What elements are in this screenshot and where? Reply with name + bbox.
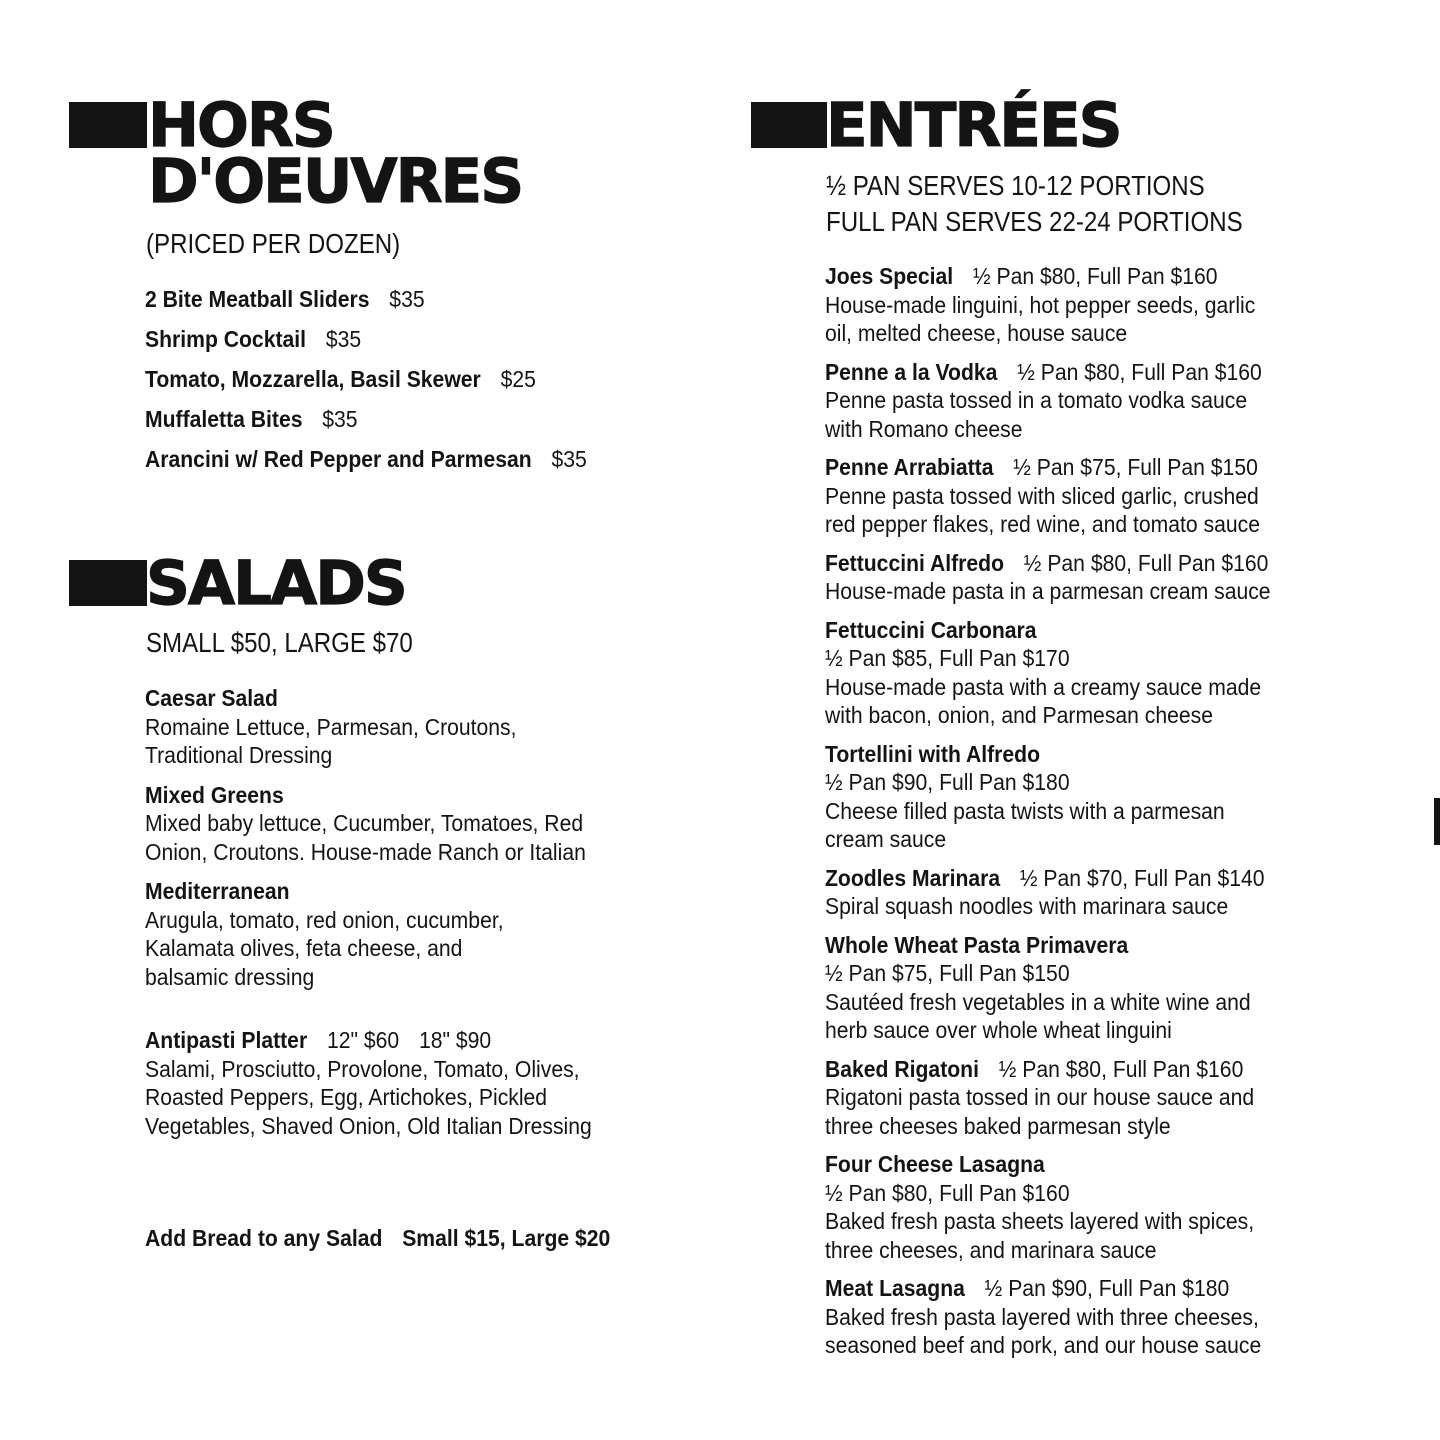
hors-item-price: $35 [551,446,587,472]
entree-item [825,358,1271,444]
bread-note [145,1224,662,1253]
entree-price: ½ Pan $90, Full Pan $180 [825,769,1070,795]
entree-desc: Baked fresh pasta layered with three cheeses, [825,1303,1259,1330]
entree-desc: House-made linguini, hot pepper seeds, garlic [825,291,1256,318]
hors-title [148,90,523,217]
entree-name: Fettuccini Alfredo [825,549,1005,576]
hors-item [145,359,587,399]
salad-item-desc: Onion, Croutons. House-made Ranch or Italian [145,838,586,865]
hors-subtitle: (PRICED PER DOZEN) [146,228,401,259]
entree-name: Zoodles Marinara [825,864,1001,891]
entree-desc: with Romano cheese [825,415,1023,442]
antipasti-block [145,1026,641,1140]
entree-item [825,262,1271,348]
bread-note-label: Add Bread to any Salad [145,1225,383,1251]
entree-name: Joes Special [825,263,954,289]
page-edge-mark [1434,798,1440,845]
entree-desc: Penne pasta tossed in a tomato vodka sauce [825,387,1248,413]
entree-item [825,1274,1271,1360]
antipasti-price-large: 18" $90 [418,1027,492,1053]
antipasti-desc: Roasted Peppers, Egg, Artichokes, Pickled [145,1084,548,1110]
entree-item [825,931,1271,1045]
salads-subtitle: SMALL $50, LARGE $70 [146,627,413,658]
salad-item-name: Mediterranean [145,878,290,904]
salad-item-name: Mixed Greens [145,781,284,808]
entree-item [825,740,1271,854]
hors-item-price: $35 [389,286,425,312]
entree-desc: three cheeses baked parmesan style [825,1112,1171,1139]
entrees-list [825,262,1320,1370]
hors-title-line1: HORS [148,90,334,161]
bread-note-price: Small $15, Large $20 [402,1225,611,1251]
salad-item [145,781,635,867]
entree-price: ½ Pan $85, Full Pan $170 [825,645,1070,671]
hors-item-name: Muffaletta Bites [145,406,303,432]
entree-price: ½ Pan $75, Full Pan $150 [825,960,1070,986]
salads-title: SALADS [146,548,406,619]
salad-item-desc: Romaine Lettuce, Parmesan, Croutons, [145,713,517,740]
entree-name: Penne Arrabiatta [825,454,994,480]
entree-name: Penne a la Vodka [825,358,998,385]
salad-item [145,877,635,991]
entree-price: ½ Pan $90, Full Pan $180 [984,1275,1230,1301]
entree-price: ½ Pan $80, Full Pan $160 [825,1179,1070,1206]
entree-item [825,1150,1271,1264]
hors-item [145,439,587,479]
entree-name: Fettuccini Carbonara [825,616,1037,643]
entree-price: ½ Pan $75, Full Pan $150 [1013,454,1258,480]
entree-name: Four Cheese Lasagna [825,1151,1045,1177]
entree-item [825,453,1271,539]
hors-list [145,279,636,479]
entree-price: ½ Pan $80, Full Pan $160 [998,1055,1244,1082]
entree-price: ½ Pan $70, Full Pan $140 [1019,864,1265,891]
hors-item-price: $25 [500,366,536,392]
entree-name: Whole Wheat Pasta Primavera [825,931,1129,958]
entree-item [825,864,1271,921]
entrees-title: ENTRÉES [826,90,1121,161]
entree-name: Baked Rigatoni [825,1055,979,1082]
salad-item-name: Caesar Salad [145,685,278,711]
hors-heading-bar [69,102,147,148]
hors-item [145,319,587,359]
entree-item [825,616,1271,730]
entree-desc: three cheeses, and marinara sauce [825,1236,1157,1263]
antipasti-desc: Salami, Prosciutto, Provolone, Tomato, Olives, [145,1055,580,1082]
salad-item-desc: Traditional Dressing [145,742,333,768]
entree-desc: oil, melted cheese, house sauce [825,320,1128,346]
entree-desc: Rigatoni pasta tossed in our house sauce and [825,1084,1255,1110]
entree-desc: Spiral squash noodles with marinara sauce [825,893,1229,919]
entree-price: ½ Pan $80, Full Pan $160 [1017,358,1262,385]
entree-name: Tortellini with Alfredo [825,740,1041,767]
antipasti-price-small: 12" $60 [326,1027,400,1053]
entree-item [825,549,1271,606]
entree-desc: seasoned beef and pork, and our house sauce [825,1332,1262,1358]
salad-item-desc: Mixed baby lettuce, Cucumber, Tomatoes, Red [145,810,584,836]
entree-desc: cream sauce [825,826,947,852]
entree-desc: Penne pasta tossed with sliced garlic, crushed [825,482,1259,509]
entree-desc: House-made pasta in a parmesan cream sauce [825,578,1271,604]
salad-item-desc: Kalamata olives, feta cheese, and [145,935,463,961]
hors-item-name: Tomato, Mozzarella, Basil Skewer [145,366,481,392]
hors-title-line2: D'OEUVRES [148,146,523,217]
entree-desc: with bacon, onion, and Parmesan cheese [825,702,1214,728]
salad-item-desc: balsamic dressing [145,963,315,990]
entree-name: Meat Lasagna [825,1275,965,1301]
antipasti-item [145,1026,592,1140]
entrees-subtitle [826,168,1243,240]
salad-item [145,684,635,770]
entrees-subtitle-line1: ½ PAN SERVES 10-12 PORTIONS [826,170,1205,201]
salad-item-desc: Arugula, tomato, red onion, cucumber, [145,906,504,933]
entree-item [825,1055,1271,1141]
entree-desc: Sautéed fresh vegetables in a white wine and [825,988,1251,1015]
hors-item-price: $35 [325,326,362,352]
entree-desc: red pepper flakes, red wine, and tomato sauce [825,511,1261,537]
hors-item-price: $35 [322,406,358,432]
hors-item-name: Arancini w/ Red Pepper and Parmesan [145,446,532,472]
hors-item-name: 2 Bite Meatball Sliders [145,286,370,312]
antipasti-name: Antipasti Platter [145,1027,308,1053]
entree-desc: House-made pasta with a creamy sauce made [825,673,1262,700]
antipasti-desc: Vegetables, Shaved Onion, Old Italian Dressing [145,1112,592,1139]
salads-heading-bar [69,560,147,606]
entrees-heading-bar [751,102,827,148]
entree-desc: herb sauce over whole wheat linguini [825,1017,1172,1043]
salads-list [145,684,635,1002]
entree-price: ½ Pan $80, Full Pan $160 [972,263,1218,289]
hors-item [145,279,587,319]
entree-desc: Cheese filled pasta twists with a parmesan [825,797,1225,824]
entrees-subtitle-line2: FULL PAN SERVES 22-24 PORTIONS [826,206,1243,237]
hors-item-name: Shrimp Cocktail [145,326,307,352]
entree-price: ½ Pan $80, Full Pan $160 [1023,549,1269,576]
hors-item [145,399,587,439]
entree-desc: Baked fresh pasta sheets layered with spices, [825,1208,1255,1234]
